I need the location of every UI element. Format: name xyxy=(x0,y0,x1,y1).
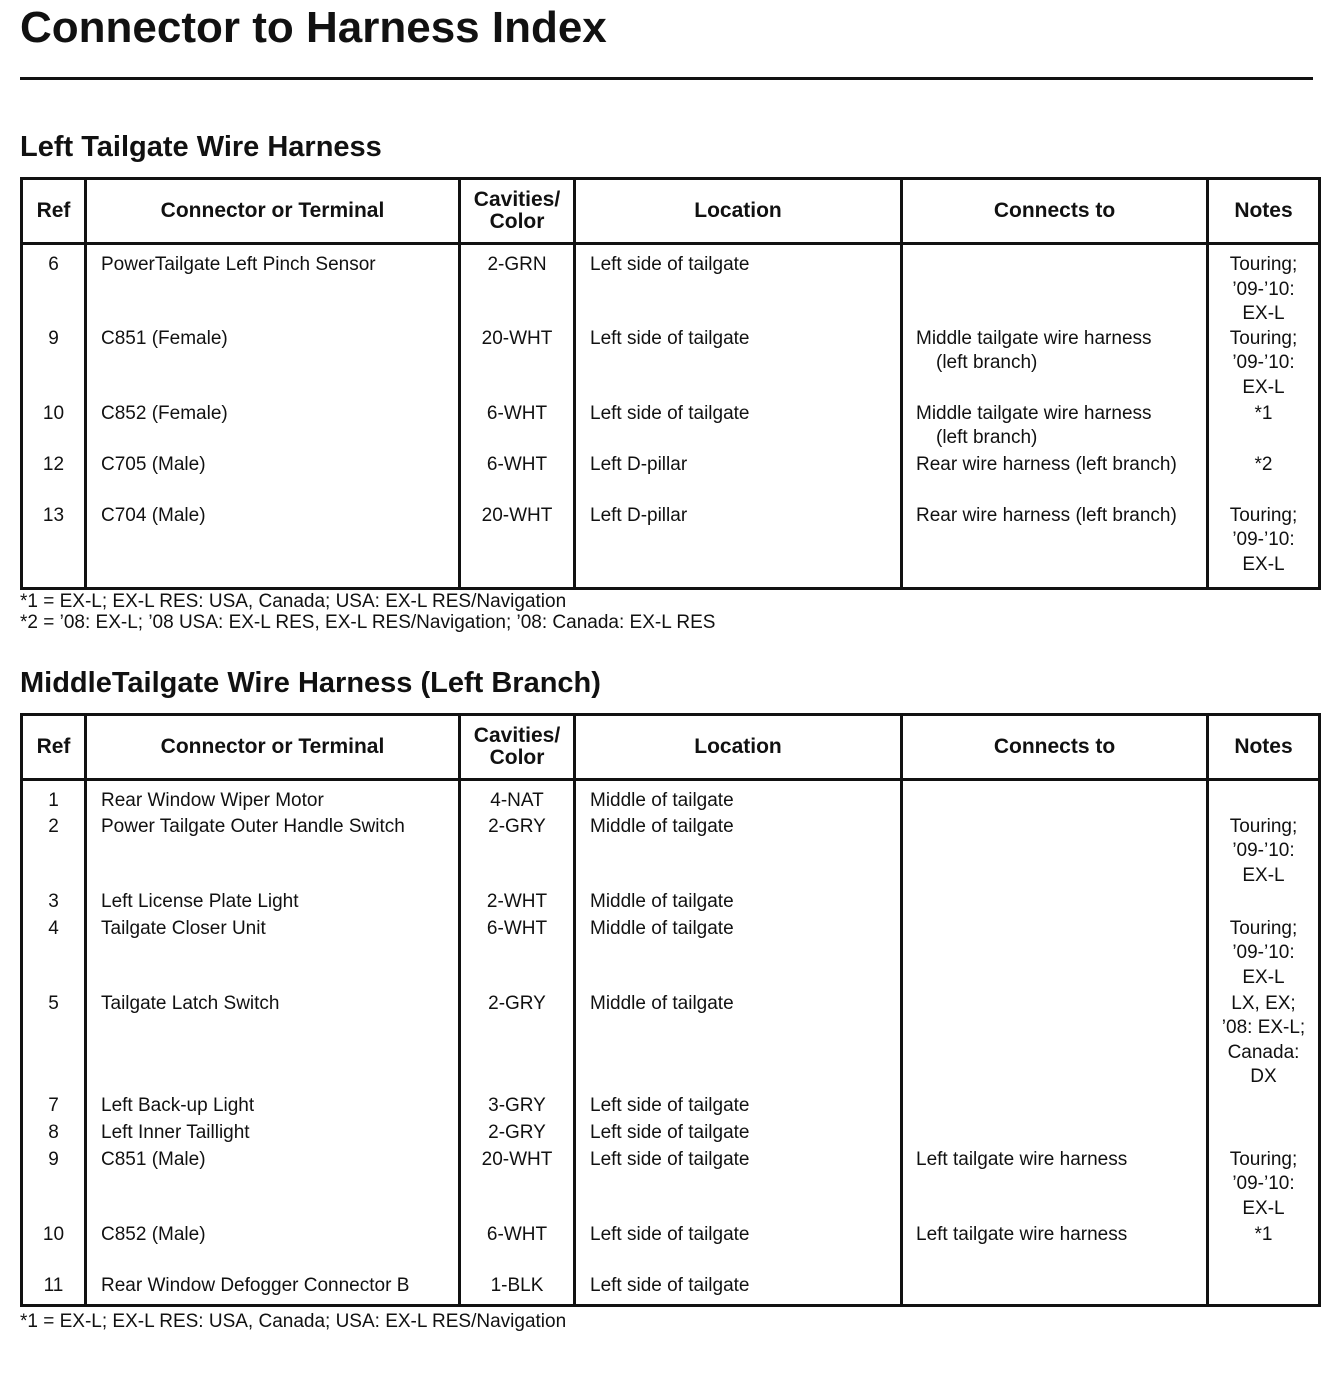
cell-connects-to xyxy=(902,780,1208,815)
cell-cavities: 20-WHT xyxy=(460,504,575,589)
section-title-middle-tailgate: MiddleTailgate Wire Harness (Left Branch) xyxy=(20,667,601,699)
cell-ref: 5 xyxy=(22,992,86,1094)
cell-connector: Rear Window Wiper Motor xyxy=(86,780,460,815)
cell-notes xyxy=(1208,890,1320,917)
cell-location: Left side of tailgate xyxy=(575,1094,902,1121)
cell-notes: LX, EX; ’08: EX-L; Canada: DX xyxy=(1208,992,1320,1094)
cell-notes: Touring; ’09-’10: EX-L xyxy=(1208,327,1320,402)
footnote: *1 = EX-L; EX-L RES: USA, Canada; USA: EX-L RES/Navigation xyxy=(20,1311,567,1332)
cell-connects-to: Left tailgate wire harness xyxy=(902,1148,1208,1223)
table-row xyxy=(22,890,1320,917)
table-row xyxy=(22,1148,1320,1223)
table-row xyxy=(22,453,1320,504)
cell-notes: Touring; ’09-’10: EX-L xyxy=(1208,917,1320,992)
cell-ref: 9 xyxy=(22,327,86,402)
cell-cavities: 1-BLK xyxy=(460,1274,575,1306)
cell-location: Left side of tailgate xyxy=(575,244,902,327)
cell-location: Left side of tailgate xyxy=(575,1274,902,1306)
cell-ref: 12 xyxy=(22,453,86,504)
cell-cavities: 2-WHT xyxy=(460,890,575,917)
cell-cavities: 2-GRY xyxy=(460,815,575,890)
cell-location: Middle of tailgate xyxy=(575,890,902,917)
col-header-connector: Connector or Terminal xyxy=(86,179,460,244)
cell-connector: Tailgate Latch Switch xyxy=(86,992,460,1094)
cell-ref: 3 xyxy=(22,890,86,917)
table-row xyxy=(22,504,1320,589)
cell-ref: 7 xyxy=(22,1094,86,1121)
col-header-ref: Ref xyxy=(22,715,86,780)
cell-ref: 9 xyxy=(22,1148,86,1223)
cell-ref: 10 xyxy=(22,402,86,453)
cell-connector: Tailgate Closer Unit xyxy=(86,917,460,992)
cell-notes: Touring; ’09-’10: EX-L xyxy=(1208,244,1320,327)
cell-ref: 6 xyxy=(22,244,86,327)
table-row xyxy=(22,1223,1320,1274)
cell-cavities: 6-WHT xyxy=(460,1223,575,1274)
cell-connects-to xyxy=(902,917,1208,992)
cell-connector: C705 (Male) xyxy=(86,453,460,504)
table-row xyxy=(22,780,1320,815)
table-row xyxy=(22,1094,1320,1121)
middle-tailgate-footnotes xyxy=(20,1311,566,1332)
col-header-cavities: Cavities/ Color xyxy=(460,179,575,244)
cell-location: Left D-pillar xyxy=(575,453,902,504)
cell-ref: 1 xyxy=(22,780,86,815)
col-header-notes: Notes xyxy=(1208,179,1320,244)
col-header-location: Location xyxy=(575,715,902,780)
middle-tailgate-table xyxy=(20,713,1321,1307)
table-row xyxy=(22,327,1320,402)
title-divider xyxy=(20,77,1313,80)
left-tailgate-footnotes xyxy=(20,591,715,633)
cell-location: Middle of tailgate xyxy=(575,917,902,992)
cell-cavities: 2-GRY xyxy=(460,1121,575,1148)
cell-notes: *1 xyxy=(1208,402,1320,453)
cell-ref: 8 xyxy=(22,1121,86,1148)
cell-cavities: 2-GRY xyxy=(460,992,575,1094)
cell-cavities: 20-WHT xyxy=(460,327,575,402)
footnote: *2 = ’08: EX-L; ’08 USA: EX-L RES, EX-L RES/Navigation; ’08: Canada: EX-L RES xyxy=(20,612,716,633)
cell-connector: PowerTailgate Left Pinch Sensor xyxy=(86,244,460,327)
cell-connector: Left Inner Taillight xyxy=(86,1121,460,1148)
cell-location: Middle of tailgate xyxy=(575,992,902,1094)
section-title-left-tailgate: Left Tailgate Wire Harness xyxy=(20,131,382,163)
cell-cavities: 3-GRY xyxy=(460,1094,575,1121)
cell-connects-to xyxy=(902,244,1208,327)
table-row xyxy=(22,815,1320,890)
cell-connector: C851 (Male) xyxy=(86,1148,460,1223)
col-header-connects-to: Connects to xyxy=(902,715,1208,780)
cell-notes xyxy=(1208,1121,1320,1148)
col-header-connector: Connector or Terminal xyxy=(86,715,460,780)
cell-cavities: 6-WHT xyxy=(460,402,575,453)
page-title: Connector to Harness Index xyxy=(20,3,607,52)
cell-connects-to xyxy=(902,1274,1208,1306)
cell-connects-to xyxy=(902,1094,1208,1121)
cell-location: Left side of tailgate xyxy=(575,1223,902,1274)
cell-cavities: 2-GRN xyxy=(460,244,575,327)
cell-notes xyxy=(1208,1274,1320,1306)
table-row xyxy=(22,1121,1320,1148)
footnote: *1 = EX-L; EX-L RES: USA, Canada; USA: EX-L RES/Navigation xyxy=(20,591,567,612)
cell-connects-to xyxy=(902,1121,1208,1148)
cell-connects-to xyxy=(902,992,1208,1094)
cell-location: Middle of tailgate xyxy=(575,815,902,890)
cell-cavities: 20-WHT xyxy=(460,1148,575,1223)
cell-connector: Left License Plate Light xyxy=(86,890,460,917)
cell-connects-to xyxy=(902,890,1208,917)
cell-location: Left side of tailgate xyxy=(575,1148,902,1223)
cell-notes: *1 xyxy=(1208,1223,1320,1274)
cell-location: Left side of tailgate xyxy=(575,327,902,402)
cell-cavities: 4-NAT xyxy=(460,780,575,815)
cell-connector: Power Tailgate Outer Handle Switch xyxy=(86,815,460,890)
table-row xyxy=(22,1274,1320,1306)
cell-ref: 11 xyxy=(22,1274,86,1306)
cell-ref: 10 xyxy=(22,1223,86,1274)
col-header-connects-to: Connects to xyxy=(902,179,1208,244)
cell-connector: C852 (Female) xyxy=(86,402,460,453)
col-header-notes: Notes xyxy=(1208,715,1320,780)
cell-connects-to: Rear wire harness (left branch) xyxy=(902,453,1208,504)
cell-ref: 2 xyxy=(22,815,86,890)
cell-location: Left D-pillar xyxy=(575,504,902,589)
cell-location: Left side of tailgate xyxy=(575,402,902,453)
table-row xyxy=(22,244,1320,327)
col-header-ref: Ref xyxy=(22,179,86,244)
cell-notes: Touring; ’09-’10: EX-L xyxy=(1208,504,1320,589)
cell-connector: C851 (Female) xyxy=(86,327,460,402)
col-header-location: Location xyxy=(575,179,902,244)
cell-ref: 13 xyxy=(22,504,86,589)
cell-notes: *2 xyxy=(1208,453,1320,504)
table-row xyxy=(22,992,1320,1094)
cell-location: Left side of tailgate xyxy=(575,1121,902,1148)
cell-connects-to: Rear wire harness (left branch) xyxy=(902,504,1208,589)
cell-connector: C704 (Male) xyxy=(86,504,460,589)
cell-connects-to xyxy=(902,815,1208,890)
cell-connector: Rear Window Defogger Connector B xyxy=(86,1274,460,1306)
cell-notes xyxy=(1208,780,1320,815)
left-tailgate-table xyxy=(20,177,1321,590)
cell-location: Middle of tailgate xyxy=(575,780,902,815)
cell-connects-to: Left tailgate wire harness xyxy=(902,1223,1208,1274)
table-row xyxy=(22,402,1320,453)
table-header-row xyxy=(22,715,1320,780)
cell-cavities: 6-WHT xyxy=(460,453,575,504)
cell-notes xyxy=(1208,1094,1320,1121)
col-header-cavities: Cavities/ Color xyxy=(460,715,575,780)
cell-connector: C852 (Male) xyxy=(86,1223,460,1274)
cell-notes: Touring; ’09-’10: EX-L xyxy=(1208,1148,1320,1223)
cell-connector: Left Back-up Light xyxy=(86,1094,460,1121)
cell-connects-to: Middle tailgate wire harness (left branch) xyxy=(902,402,1208,453)
cell-notes: Touring; ’09-’10: EX-L xyxy=(1208,815,1320,890)
cell-connects-to: Middle tailgate wire harness (left branch) xyxy=(902,327,1208,402)
table-header-row xyxy=(22,179,1320,244)
cell-cavities: 6-WHT xyxy=(460,917,575,992)
cell-ref: 4 xyxy=(22,917,86,992)
table-row xyxy=(22,917,1320,992)
